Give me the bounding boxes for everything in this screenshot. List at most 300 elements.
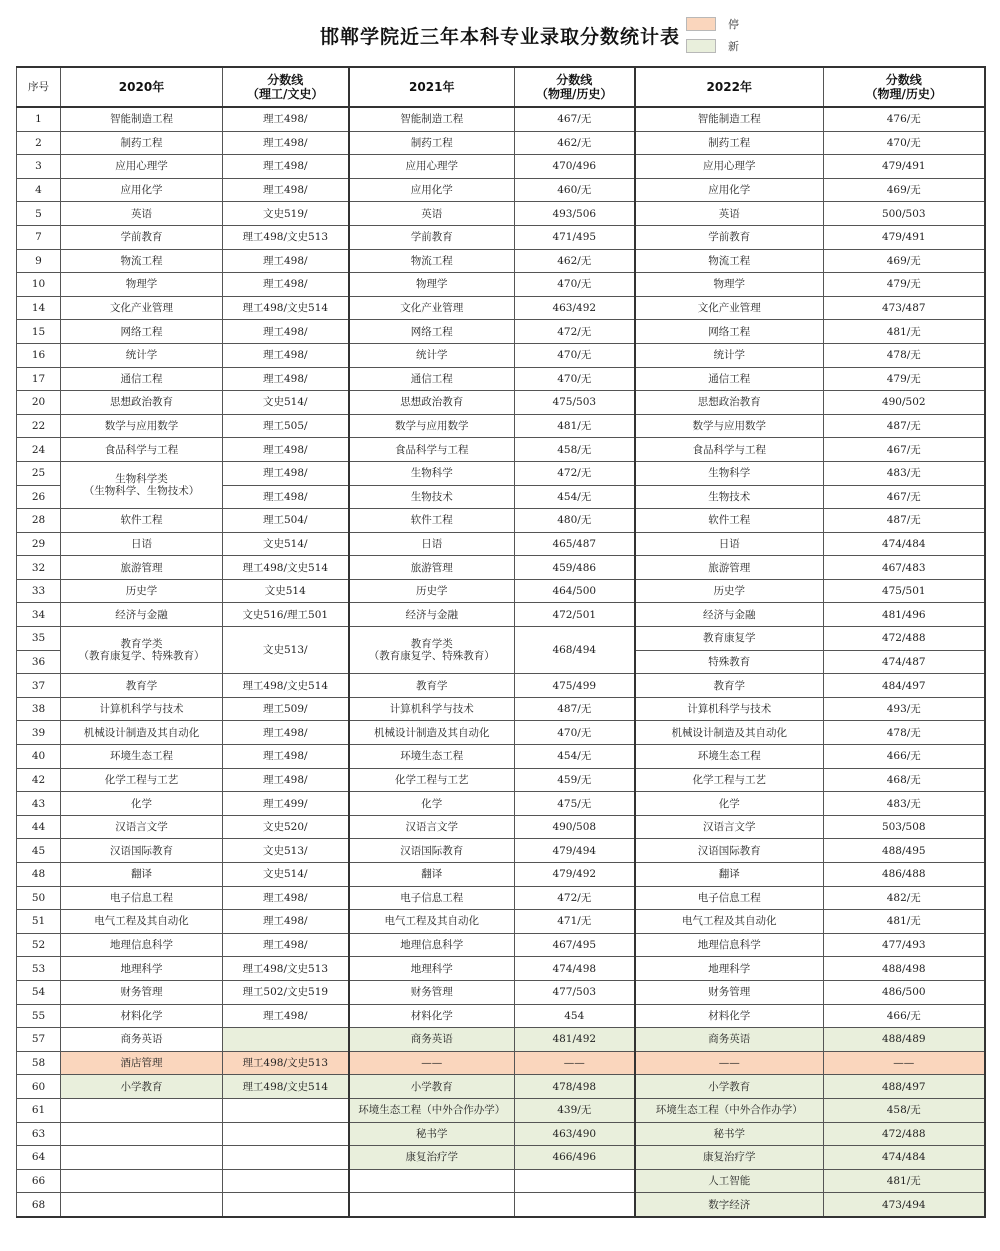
score-2021-cell: 475/503 [515,391,635,415]
major-2020-cell: 应用心理学 [61,155,223,179]
major-2021-cell: 财务管理 [349,980,515,1004]
score-2020-cell: 理工498/ [223,768,349,792]
score-2020-cell: 理工504/ [223,509,349,533]
major-2021-cell: 制药工程 [349,131,515,155]
major-2020-cell: 历史学 [61,579,223,603]
major-2020-cell: 经济与金融 [61,603,223,627]
score-2021-cell: 472/无 [515,886,635,910]
score-2021-cell: 475/无 [515,792,635,816]
score-2022-cell: 470/无 [824,131,985,155]
major-2022-cell: 机械设计制造及其自动化 [635,721,824,745]
major-2020-cell: 应用化学 [61,178,223,202]
major-2022-cell: 应用心理学 [635,155,824,179]
seq-cell: 9 [17,249,61,273]
major-2022-cell: 翻译 [635,863,824,887]
seq-cell: 64 [17,1146,61,1170]
score-2022-cell: 493/无 [824,697,985,721]
score-2021-cell: 493/506 [515,202,635,226]
score-2022-cell: 477/493 [824,933,985,957]
major-2020-cell: 汉语国际教育 [61,839,223,863]
major-2021-cell: 思想政治教育 [349,391,515,415]
major-2022-cell: 生物科学 [635,461,824,485]
major-2021-cell: 生物科学 [349,461,515,485]
score-2020-cell: 文史514/ [223,532,349,556]
score-2022-cell: 467/无 [824,438,985,462]
major-2021-cell: 文化产业管理 [349,296,515,320]
score-2021-cell: 479/494 [515,839,635,863]
major-2022-cell: 化学工程与工艺 [635,768,824,792]
table-row [17,792,985,816]
table-row [17,1146,985,1170]
seq-cell: 40 [17,745,61,769]
major-2020-cell: 机械设计制造及其自动化 [61,721,223,745]
seq-cell: 29 [17,532,61,556]
major-2020-cell: 地理科学 [61,957,223,981]
score-2020-cell: 理工498/文史514 [223,1075,349,1099]
legend-label-stopped: 停 [728,18,739,31]
major-2021-cell [349,1169,515,1193]
score-2022-cell: 482/无 [824,886,985,910]
legend-label-new: 新 [728,40,739,53]
seq-cell: 4 [17,178,61,202]
table-row [17,1098,985,1122]
major-2020-cell [61,1169,223,1193]
score-2022-cell: 466/无 [824,1004,985,1028]
major-2022-cell: 英语 [635,202,824,226]
major-2022-cell: 电气工程及其自动化 [635,910,824,934]
score-2020-cell: 文史520/ [223,815,349,839]
score-2022-cell: 483/无 [824,792,985,816]
score-2020-cell: 理工498/ [223,485,349,509]
major-2022-cell: 思想政治教育 [635,391,824,415]
table-row [17,202,985,226]
major-2022-cell: 人工智能 [635,1169,824,1193]
table-row [17,933,985,957]
major-2020-cell: 旅游管理 [61,556,223,580]
major-2021-cell: 旅游管理 [349,556,515,580]
score-2022-cell: 486/500 [824,980,985,1004]
score-2020-cell: 理工502/文史519 [223,980,349,1004]
table-row [17,107,985,131]
score-2021-cell: 468/494 [515,627,635,674]
table-row [17,367,985,391]
table-row [17,815,985,839]
major-2021-cell: 物理学 [349,273,515,297]
table-body [17,107,985,1217]
score-2021-cell: 471/无 [515,910,635,934]
score-2020-cell: 理工498/ [223,273,349,297]
table-row [17,839,985,863]
score-2021-cell: 470/无 [515,367,635,391]
score-2022-cell: —— [824,1051,985,1075]
seq-cell: 61 [17,1098,61,1122]
score-2022-cell: 483/无 [824,461,985,485]
score-2020-cell: 理工498/ [223,178,349,202]
header-score-2021 [515,67,635,107]
score-2021-cell: 481/无 [515,414,635,438]
score-2020-cell [223,1122,349,1146]
table-row [17,1051,985,1075]
score-2022-cell: 481/无 [824,910,985,934]
major-2021-cell: 地理信息科学 [349,933,515,957]
score-2022-cell: 479/无 [824,367,985,391]
table-row [17,721,985,745]
major-2022-cell: 地理科学 [635,957,824,981]
score-2020-cell: 文史516/理工501 [223,603,349,627]
seq-cell: 22 [17,414,61,438]
score-table [16,66,986,1218]
seq-cell: 44 [17,815,61,839]
seq-cell: 50 [17,886,61,910]
score-2021-cell [515,1193,635,1217]
major-2022-cell: 统计学 [635,343,824,367]
major-2021-cell: 统计学 [349,343,515,367]
score-2020-cell: 理工498/ [223,438,349,462]
score-2021-cell: 472/无 [515,461,635,485]
seq-cell: 28 [17,509,61,533]
major-2021-cell: 电气工程及其自动化 [349,910,515,934]
seq-cell: 32 [17,556,61,580]
major-2020-cell: 思想政治教育 [61,391,223,415]
seq-cell: 45 [17,839,61,863]
score-2020-cell: 理工498/文史513 [223,1051,349,1075]
score-2021-cell: —— [515,1051,635,1075]
table-row [17,155,985,179]
score-2021-cell: 466/496 [515,1146,635,1170]
table-row [17,886,985,910]
major-2020-cell: 酒店管理 [61,1051,223,1075]
seq-cell: 38 [17,697,61,721]
table-row [17,532,985,556]
header-score-2020-sub: （理工/文史） [247,87,324,101]
major-2022-cell: 制药工程 [635,131,824,155]
major-2021-cell: 康复治疗学 [349,1146,515,1170]
major-2021-cell: 日语 [349,532,515,556]
seq-cell: 42 [17,768,61,792]
table-row [17,414,985,438]
major-2021-cell: 历史学 [349,579,515,603]
seq-cell: 3 [17,155,61,179]
major-2022-cell: 历史学 [635,579,824,603]
seq-cell: 66 [17,1169,61,1193]
score-2022-cell: 466/无 [824,745,985,769]
header-row [17,67,985,107]
score-2022-cell: 484/497 [824,674,985,698]
table-row [17,1004,985,1028]
score-2022-cell: 473/487 [824,296,985,320]
score-2020-cell: 理工498/ [223,107,349,131]
score-2021-cell: 472/无 [515,320,635,344]
table-row [17,438,985,462]
score-2021-cell: 470/无 [515,273,635,297]
score-2020-cell: 理工498/文史513 [223,225,349,249]
major-2020-cell: 电气工程及其自动化 [61,910,223,934]
score-2021-cell [515,1169,635,1193]
score-2021-cell: 478/498 [515,1075,635,1099]
table-row [17,461,985,485]
major-2022-cell: 经济与金融 [635,603,824,627]
table-row [17,603,985,627]
major-2020-cell: 教育学 [61,674,223,698]
score-2020-cell: 理工498/ [223,155,349,179]
header-seq: 序号 [17,67,61,107]
major-2021-cell: 学前教育 [349,225,515,249]
score-2020-cell: 文史514/ [223,863,349,887]
table-row [17,768,985,792]
major-2020-cell: 学前教育 [61,225,223,249]
table-row [17,556,985,580]
score-2022-cell: 474/484 [824,532,985,556]
score-2022-cell: 486/488 [824,863,985,887]
major-2022-cell: 智能制造工程 [635,107,824,131]
score-2020-cell [223,1169,349,1193]
seq-cell: 34 [17,603,61,627]
major-2021-cell: 环境生态工程 [349,745,515,769]
major-2022-cell: 物流工程 [635,249,824,273]
major-2020-cell [61,1098,223,1122]
score-2020-cell [223,1098,349,1122]
table-row [17,910,985,934]
major-2020-cell: 日语 [61,532,223,556]
major-2020-cell: 翻译 [61,863,223,887]
score-2020-cell: 理工498/文史514 [223,556,349,580]
score-2022-cell: 476/无 [824,107,985,131]
score-2020-cell: 理工498/文史513 [223,957,349,981]
score-2022-cell: 490/502 [824,391,985,415]
major-2020-cell [61,1146,223,1170]
major-2021-cell: 物流工程 [349,249,515,273]
seq-cell: 2 [17,131,61,155]
seq-cell: 68 [17,1193,61,1217]
major-2021-cell: 应用化学 [349,178,515,202]
major-2021-cell: 材料化学 [349,1004,515,1028]
score-2020-cell [223,1193,349,1217]
major-2020-cell: 网络工程 [61,320,223,344]
major-2021-cell: 教育学类 （教育康复学、特殊教育） [349,627,515,674]
score-2021-cell: 454/无 [515,485,635,509]
major-2022-cell: 汉语言文学 [635,815,824,839]
score-2020-cell: 理工498/ [223,461,349,485]
table-row [17,627,985,651]
score-2021-cell: 467/495 [515,933,635,957]
score-2022-cell: 503/508 [824,815,985,839]
major-2022-cell: 化学 [635,792,824,816]
score-2020-cell: 理工498/ [223,249,349,273]
score-2022-cell: 479/491 [824,225,985,249]
major-2020-cell: 计算机科学与技术 [61,697,223,721]
score-2020-cell [223,1146,349,1170]
major-2021-cell: 网络工程 [349,320,515,344]
major-2021-cell: 电子信息工程 [349,886,515,910]
score-2021-cell: 472/501 [515,603,635,627]
score-2021-cell: 459/486 [515,556,635,580]
major-2022-cell: 秘书学 [635,1122,824,1146]
major-2021-cell: 翻译 [349,863,515,887]
major-2022-cell: 食品科学与工程 [635,438,824,462]
major-2022-cell: 通信工程 [635,367,824,391]
score-2021-cell: 459/无 [515,768,635,792]
score-2020-cell: 理工498/ [223,721,349,745]
score-2021-cell: 465/487 [515,532,635,556]
seq-cell: 48 [17,863,61,887]
score-2022-cell: 488/498 [824,957,985,981]
table-row [17,1028,985,1052]
score-2020-cell [223,1028,349,1052]
major-2022-cell: 数学与应用数学 [635,414,824,438]
score-2020-cell: 理工498/ [223,910,349,934]
score-2020-cell: 理工498/ [223,320,349,344]
score-2022-cell: 479/491 [824,155,985,179]
score-2021-cell: 487/无 [515,697,635,721]
score-2021-cell: 467/无 [515,107,635,131]
table-row [17,273,985,297]
score-2020-cell: 理工498/ [223,886,349,910]
major-2022-cell: 旅游管理 [635,556,824,580]
seq-cell: 26 [17,485,61,509]
seq-cell: 7 [17,225,61,249]
major-2020-cell: 软件工程 [61,509,223,533]
header-year-2020: 2020年 [61,67,223,107]
major-2022-cell: 地理信息科学 [635,933,824,957]
score-2022-cell: 458/无 [824,1098,985,1122]
score-2022-cell: 472/488 [824,1122,985,1146]
major-2020-cell: 财务管理 [61,980,223,1004]
major-2020-cell: 小学教育 [61,1075,223,1099]
major-2022-cell: 教育学 [635,674,824,698]
score-2021-cell: 454 [515,1004,635,1028]
major-2022-cell: 计算机科学与技术 [635,697,824,721]
score-2020-cell: 理工498/ [223,131,349,155]
score-2021-cell: 477/503 [515,980,635,1004]
major-2022-cell: 环境生态工程 [635,745,824,769]
header-score-2020 [223,67,349,107]
score-2020-cell: 理工509/ [223,697,349,721]
header-score-2022-label: 分数线 [885,73,922,87]
score-2021-cell: 475/499 [515,674,635,698]
seq-cell: 53 [17,957,61,981]
major-2020-cell [61,1122,223,1146]
score-2022-cell: 479/无 [824,273,985,297]
major-2021-cell: 计算机科学与技术 [349,697,515,721]
score-2022-cell: 481/无 [824,320,985,344]
seq-cell: 10 [17,273,61,297]
table-row [17,249,985,273]
seq-cell: 35 [17,627,61,651]
table-row [17,343,985,367]
table-row [17,1193,985,1217]
header-score-2021-sub: （物理/历史） [536,87,613,101]
score-2021-cell: 470/无 [515,343,635,367]
seq-cell: 63 [17,1122,61,1146]
table-row [17,296,985,320]
header-score-2022-sub: （物理/历史） [865,87,942,101]
major-2021-cell: 商务英语 [349,1028,515,1052]
score-2021-cell: 490/508 [515,815,635,839]
score-2021-cell: 463/492 [515,296,635,320]
table-row [17,980,985,1004]
table-row [17,745,985,769]
header-score-2021-label: 分数线 [556,73,593,87]
major-2020-cell: 电子信息工程 [61,886,223,910]
major-2020-cell: 生物科学类 （生物科学、生物技术） [61,461,223,508]
major-2022-cell: 生物技术 [635,485,824,509]
major-2020-cell: 英语 [61,202,223,226]
major-2022-cell: 物理学 [635,273,824,297]
seq-cell: 33 [17,579,61,603]
score-2021-cell: 439/无 [515,1098,635,1122]
major-2021-cell: —— [349,1051,515,1075]
major-2022-cell: 材料化学 [635,1004,824,1028]
header-year-2022: 2022年 [635,67,824,107]
seq-cell: 51 [17,910,61,934]
major-2020-cell: 化学工程与工艺 [61,768,223,792]
seq-cell: 1 [17,107,61,131]
score-2022-cell: 488/495 [824,839,985,863]
major-2021-cell: 应用心理学 [349,155,515,179]
score-2022-cell: 488/489 [824,1028,985,1052]
major-2021-cell: 通信工程 [349,367,515,391]
table-row [17,697,985,721]
major-2021-cell: 食品科学与工程 [349,438,515,462]
score-2022-cell: 475/501 [824,579,985,603]
score-2020-cell: 文史513/ [223,627,349,674]
major-2021-cell: 智能制造工程 [349,107,515,131]
score-2022-cell: 473/494 [824,1193,985,1217]
major-2020-cell: 化学 [61,792,223,816]
score-2021-cell: 460/无 [515,178,635,202]
major-2020-cell: 物流工程 [61,249,223,273]
seq-cell: 25 [17,461,61,485]
major-2020-cell: 材料化学 [61,1004,223,1028]
score-2022-cell: 487/无 [824,414,985,438]
major-2022-cell: 小学教育 [635,1075,824,1099]
score-2021-cell: 481/492 [515,1028,635,1052]
score-2021-cell: 462/无 [515,249,635,273]
major-2021-cell: 秘书学 [349,1122,515,1146]
score-2022-cell: 469/无 [824,178,985,202]
score-2020-cell: 理工498/ [223,367,349,391]
seq-cell: 14 [17,296,61,320]
score-2022-cell: 500/503 [824,202,985,226]
major-2021-cell: 机械设计制造及其自动化 [349,721,515,745]
score-2020-cell: 理工505/ [223,414,349,438]
score-2020-cell: 理工498/ [223,1004,349,1028]
score-2021-cell: 462/无 [515,131,635,155]
score-2021-cell: 479/492 [515,863,635,887]
major-2022-cell: 数字经济 [635,1193,824,1217]
major-2022-cell: 财务管理 [635,980,824,1004]
score-2022-cell: 468/无 [824,768,985,792]
major-2022-cell: 文化产业管理 [635,296,824,320]
seq-cell: 60 [17,1075,61,1099]
score-2022-cell: 472/488 [824,627,985,651]
major-2022-cell: 日语 [635,532,824,556]
major-2021-cell: 小学教育 [349,1075,515,1099]
score-2020-cell: 文史519/ [223,202,349,226]
score-2020-cell: 理工498/文史514 [223,296,349,320]
major-2022-cell: 康复治疗学 [635,1146,824,1170]
major-2020-cell: 地理信息科学 [61,933,223,957]
major-2022-cell: 特殊教育 [635,650,824,674]
score-2020-cell: 文史514/ [223,391,349,415]
header-year-2021: 2021年 [349,67,515,107]
major-2022-cell: 汉语国际教育 [635,839,824,863]
table-row [17,509,985,533]
major-2022-cell: 电子信息工程 [635,886,824,910]
score-2021-cell: 454/无 [515,745,635,769]
seq-cell: 43 [17,792,61,816]
score-2020-cell: 理工498/文史514 [223,674,349,698]
